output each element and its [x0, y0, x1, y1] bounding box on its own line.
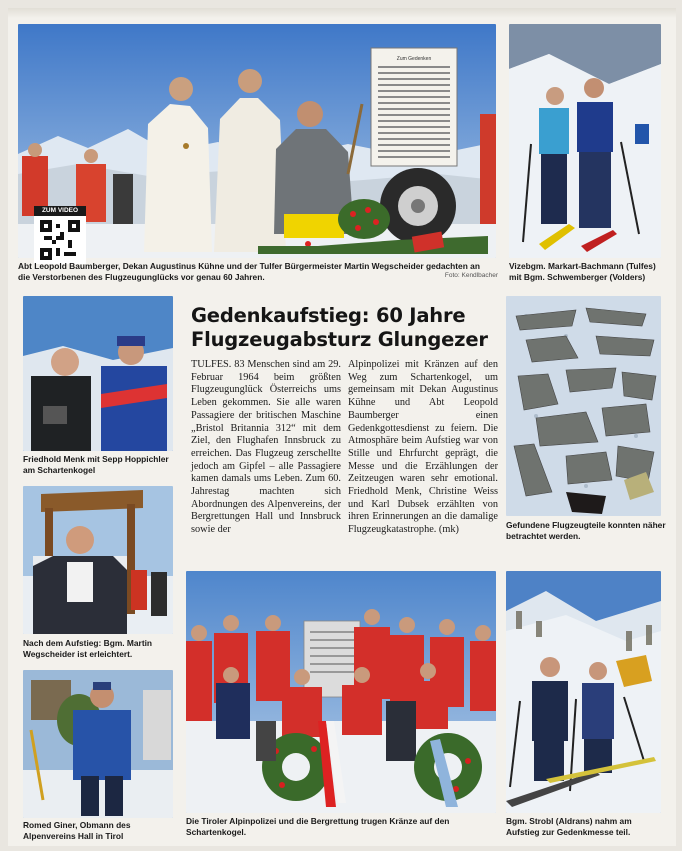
caption-left-3: Romed Giner, Obmann des Alpenvereins Hall in Tirol [23, 820, 131, 841]
article-body-col1: TULFES. 83 Menschen sind am 29. Februar 1964 beim größten Flugzeugunglück Österreichs ums Leben gekommen. Sie alle waren Passagiere der britischen Maschine „Bristol Britannia 312“ mit dem Ziel, den Flughafen Innsbruck zu erreichen. Das Flugzeug zerschellte jedoch am Gipfel – alle Passagiere kamen damals ums Leben. Zum 60. Jahrestag machten sich Abordnungen des Alpenvereins, der Bergrettungen Hall und Innsbruck sowie der [191, 359, 341, 536]
qr-label: ZUM VIDEO [34, 206, 86, 216]
caption-top-main: Abt Leopold Baumberger, Dekan Augustinus Kühne und der Tulfer Bürgermeister Martin Wegscheider gedachten an die Verstorbenen des Flugzeugunglücks vor genau 60 Jahren. [18, 261, 480, 282]
qr-code-video[interactable] [34, 206, 86, 264]
photo-skiers [506, 571, 661, 813]
article-headline: Gedenkaufstieg: 60 Jahre Flugzeugabsturz Glungezer [191, 304, 488, 351]
photo-vice-mayor [509, 24, 661, 258]
newspaper-page [8, 8, 676, 846]
caption-left-1: Friedhold Menk mit Sepp Hoppichler am Schartenkogel [23, 454, 169, 475]
photo-romed-giner [23, 670, 173, 818]
torn-edge [8, 8, 676, 18]
photo-memorial-clergy [18, 24, 496, 258]
plaque-title: Zum Gedenken [396, 56, 432, 62]
photo-credit: Foto: Kendlbacher [444, 272, 498, 279]
photo-menk-hoppichler [23, 296, 173, 451]
qr-code-icon [40, 220, 80, 260]
caption-skiers: Bgm. Strobl (Aldrans) nahm am Aufstieg zur Gedenkmesse teil. [506, 816, 632, 837]
caption-left-2: Nach dem Aufstieg: Bgm. Martin Wegscheider ist erleichtert. [23, 638, 153, 659]
article-body-col2: Alpinpolizei mit Kränzen auf den Weg zum Schartenkogel, um gemeinsam mit Dekan Augustinus Kühne und Abt Leopold Baumberger einen Gedenkgottesdienst zu feiern. Die Atmosphäre beim Aufstieg war von Stille und Ehrfurcht geprägt, die Messe und die Erzählungen der Zeitzeugen waren sehr emotional. Friedhold Menk, Christine Weiss und Karl Dubsek erzählten von ihren Erinnerungen an die damalige Flugzeugkatastrophe. (mk) [348, 359, 498, 536]
caption-group: Die Tiroler Alpinpolizei und die Bergrettung trugen Kränze auf den Schartenkogel. [186, 816, 450, 837]
photo-wreckage [506, 296, 661, 516]
caption-top-right: Vizebgm. Markart-Bachmann (Tulfes) mit Bgm. Schwemberger (Volders) [509, 261, 656, 282]
photo-group-wreaths [186, 571, 496, 813]
photo-mayor-erleichtert [23, 486, 173, 634]
caption-wreckage: Gefundene Flugzeugteile konnten näher betrachtet werden. [506, 520, 666, 541]
